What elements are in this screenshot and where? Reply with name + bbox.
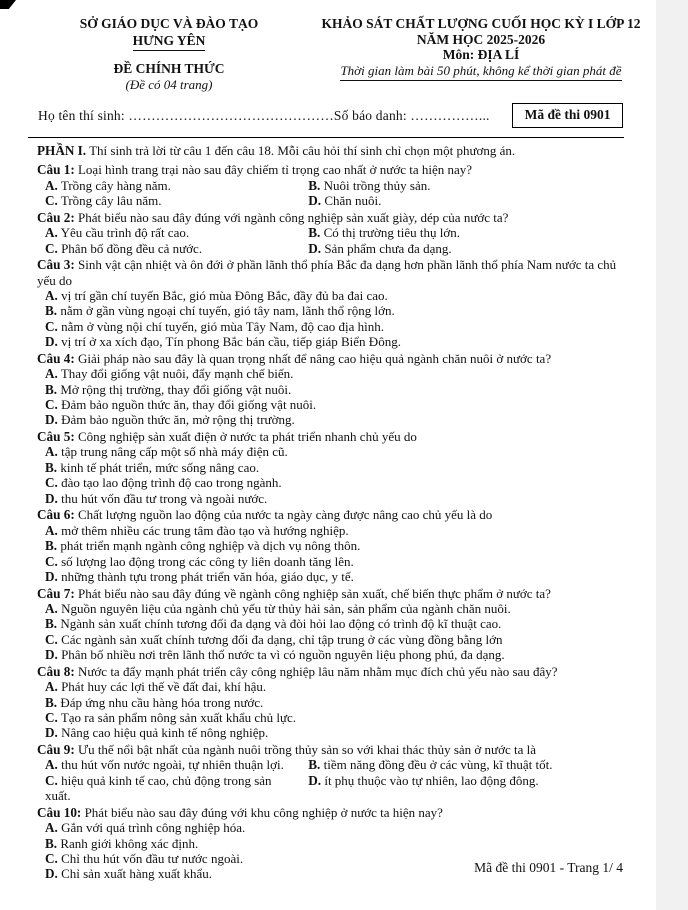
department-name: SỞ GIÁO DỤC VÀ ĐÀO TẠO [79, 16, 259, 31]
question-number: Câu 3: [37, 257, 75, 273]
option-text: tập trung nâng cấp một số nhà máy điện cũ. [57, 444, 288, 460]
option-letter: C. [45, 193, 58, 209]
answer-option [37, 288, 622, 303]
answer-option [37, 616, 622, 631]
option-text: Các ngành sản xuất chính tương đối đa dạng, chỉ tập trung ở các vùng đồng bằng lớn [57, 631, 503, 647]
option-letter: D. [45, 647, 58, 663]
answer-option [37, 554, 622, 569]
option-letter: A. [45, 444, 58, 460]
question-stem [37, 257, 622, 288]
question-text: Loại hình trang trại nào sau đây chiếm tỉ trọng cao nhất ở nước ta hiện nay? [74, 162, 473, 178]
header-right-block [312, 16, 650, 93]
answer-option [37, 225, 300, 240]
options-list [37, 288, 622, 350]
option-letter: C. [45, 850, 58, 866]
option-letter: A. [45, 522, 58, 538]
option-text: những thành tựu trong phát triển văn hóa, giáo dục, y tế. [57, 568, 354, 584]
option-text: tiềm năng đồng đều ở các vùng, kĩ thuật tốt. [320, 757, 553, 773]
option-letter: A. [45, 366, 58, 382]
answer-option [37, 820, 622, 835]
option-text: kinh tế phát triển, mức sống nâng cao. [57, 459, 260, 475]
question-number: Câu 7: [37, 585, 75, 601]
province-name: HƯNG YÊN [133, 33, 206, 51]
answer-option [37, 491, 622, 506]
option-letter: D. [45, 490, 58, 506]
question-number: Câu 4: [37, 350, 75, 366]
option-letter: D. [45, 334, 58, 350]
answer-option [300, 178, 622, 193]
option-text: Phát huy các lợi thế về đất đai, khí hậu. [57, 679, 267, 695]
option-letter: C. [45, 318, 58, 334]
option-letter: D. [308, 772, 322, 788]
question-stem [37, 429, 622, 444]
school-year: NĂM HỌC 2025-2026 [416, 32, 546, 47]
answer-option [300, 241, 622, 256]
option-letter: B. [45, 459, 58, 475]
option-letter: C. [45, 553, 58, 569]
option-text: Tạo ra sản phẩm nông sản xuất khẩu chủ lực. [57, 709, 297, 725]
answer-option [37, 647, 622, 662]
option-letter: D. [308, 193, 322, 209]
option-letter: A. [45, 600, 58, 616]
option-text: nằm ở vùng nội chí tuyến, gió mùa Tây Nam, độ cao địa hình. [57, 318, 384, 334]
answer-option [300, 773, 622, 804]
options-list [37, 444, 622, 506]
option-text: ít phụ thuộc vào tự nhiên, lao động đông. [321, 772, 539, 788]
answer-option [37, 569, 622, 584]
option-letter: C. [45, 631, 58, 647]
option-letter: A. [45, 225, 58, 241]
question-block [37, 742, 622, 804]
answer-option [37, 679, 622, 694]
answer-option [37, 397, 622, 412]
answer-option [37, 178, 300, 193]
options-list [37, 679, 622, 741]
option-letter: B. [45, 538, 58, 554]
option-text: Nâng cao hiệu quả kinh tế nông nghiệp. [57, 725, 269, 741]
subject-name: Môn: ĐỊA LÍ [442, 47, 520, 62]
options-list [37, 523, 622, 585]
part1-label: PHẦN I. [37, 143, 87, 158]
option-text: mở thêm nhiều các trung tâm đào tạo và hướng nghiệp. [57, 522, 349, 538]
option-text: Chỉ sản xuất hàng xuất khẩu. [57, 866, 212, 882]
answer-option [37, 412, 622, 427]
question-text: Phát biểu nào sau đây đúng với ngành công nghiệp sản xuất giày, dép của nước ta? [74, 209, 509, 225]
option-text: số lượng lao động trong các công ty liên doanh tăng lên. [57, 553, 354, 569]
options-list [37, 178, 622, 209]
option-letter: B. [308, 757, 321, 773]
option-text: Trồng cây lâu năm. [57, 193, 162, 209]
option-text: Phân bố nhiều nơi trên lãnh thổ nước ta vì có nguồn nguyên liệu phong phú, đa dạng. [57, 647, 505, 663]
answer-option [37, 695, 622, 710]
question-stem [37, 664, 622, 679]
option-text: vị trí gần chí tuyến Bắc, gió mùa Đông Bắc, đầy đủ ba đai cao. [57, 288, 388, 304]
option-text: Đảm bảo nguồn thức ăn, thay đổi giống vật nuôi. [57, 397, 317, 413]
question-stem [37, 507, 622, 522]
option-letter: D. [45, 866, 58, 882]
answer-option [37, 444, 622, 459]
answer-option [37, 303, 622, 318]
student-info-row [38, 103, 628, 128]
question-text: Phát biểu nào sau đây đúng với khu công nghiệp ở nước ta hiện nay? [81, 804, 443, 820]
answer-option [37, 710, 622, 725]
answer-option [37, 601, 622, 616]
answer-option [37, 334, 622, 349]
answer-option [300, 225, 622, 240]
question-text: Nước ta đẩy mạnh phát triển cây công nghiệp lâu năm nhằm mục đích chủ yếu nào sau đây? [74, 663, 558, 679]
option-letter: A. [45, 288, 58, 304]
answer-option [37, 193, 300, 208]
option-text: Thay đổi giống vật nuôi, đẩy mạnh chế biến. [57, 366, 294, 382]
answer-option [300, 193, 622, 208]
option-letter: D. [45, 412, 58, 428]
option-letter: B. [45, 835, 58, 851]
question-stem [37, 162, 622, 177]
part1-text: Thí sinh trả lời từ câu 1 đến câu 18. Mỗi câu hỏi thí sinh chỉ chọn một phương án. [86, 143, 516, 158]
option-letter: D. [308, 240, 322, 256]
question-number: Câu 10: [37, 804, 82, 820]
answer-option [37, 319, 622, 334]
answer-option [300, 757, 622, 772]
option-letter: C. [45, 709, 58, 725]
options-list [37, 757, 622, 803]
option-letter: A. [45, 820, 58, 836]
option-letter: A. [45, 679, 58, 695]
question-text: Phát biểu nào sau đây đúng về ngành công nghiệp sản xuất, chế biến thực phẩm ở nước ta? [74, 585, 551, 601]
option-text: Ranh giới không xác định. [57, 835, 199, 851]
question-block [37, 210, 622, 256]
answer-option [37, 382, 622, 397]
option-text: Phân bố đồng đều cả nước. [57, 240, 203, 256]
official-exam-label: ĐỀ CHÍNH THỨC [113, 61, 225, 76]
option-text: Đáp ứng nhu cầu hàng hóa trong nước. [57, 694, 264, 710]
option-text: Nuôi trồng thủy sản. [320, 177, 431, 193]
question-text: Công nghiệp sản xuất điện ở nước ta phát triển nhanh chủ yếu do [74, 429, 417, 445]
option-letter: B. [308, 177, 321, 193]
options-list [37, 225, 622, 256]
header-left-block [26, 16, 312, 93]
question-text: Chất lượng nguồn lao động của nước ta ngày càng được nâng cao chủ yếu là do [74, 507, 493, 523]
exam-title: KHẢO SÁT CHẤT LƯỢNG CUỐI HỌC KỲ I LỚP 12 [321, 16, 641, 31]
option-letter: B. [45, 381, 58, 397]
option-text: Đảm bảo nguồn thức ăn, mở rộng thị trường. [57, 412, 295, 428]
question-block [37, 351, 622, 428]
exam-body [0, 138, 656, 882]
answer-option [37, 632, 622, 647]
option-letter: A. [45, 177, 58, 193]
question-number: Câu 9: [37, 741, 75, 757]
answer-option [37, 475, 622, 490]
option-text: hiệu quả kinh tế cao, chủ động trong sản xuất. [45, 772, 272, 804]
page-footer: Mã đề thi 0901 - Trang 1/ 4 [474, 860, 623, 875]
answer-option [37, 460, 622, 475]
exam-header [0, 0, 656, 93]
option-letter: C. [45, 475, 58, 491]
answer-option [37, 538, 622, 553]
question-stem [37, 351, 622, 366]
exam-duration: Thời gian làm bài 50 phút, không kể thời gian phát đề [340, 62, 621, 81]
option-text: thu hút vốn nước ngoài, tự nhiên thuận lợi. [57, 757, 284, 773]
question-text: Ưu thế nổi bật nhất của ngành nuôi trồng thủy sản so với khai thác thủy sản ở nước ta là [74, 741, 536, 757]
option-text: Ngành sản xuất chính tương đối đa dạng và đòi hỏi lao động có trình độ kĩ thuật cao. [57, 616, 502, 632]
option-letter: D. [45, 725, 58, 741]
option-text: Có thị trường tiêu thụ lớn. [320, 225, 460, 241]
question-text: Giải pháp nào sau đây là quan trọng nhất để nâng cao hiệu quả ngành chăn nuôi ở nước ta? [74, 350, 552, 366]
exam-code-box: Mã đề thi 0901 [512, 103, 624, 128]
option-text: đào tạo lao động trình độ cao trong ngành. [57, 475, 282, 491]
option-text: Yêu cầu trình độ rất cao. [57, 225, 190, 241]
question-block [37, 429, 622, 506]
answer-option [37, 523, 622, 538]
option-letter: B. [45, 616, 58, 632]
question-stem [37, 210, 622, 225]
answer-option [37, 366, 622, 381]
option-letter: A. [45, 757, 58, 773]
answer-option [37, 773, 300, 804]
question-number: Câu 8: [37, 663, 75, 679]
option-letter: D. [45, 568, 58, 584]
part1-instruction [37, 143, 622, 158]
option-letter: B. [45, 694, 58, 710]
option-text: Nguồn nguyên liệu của ngành chủ yếu từ thủy hải sản, sản phẩm của ngành chăn nuôi. [57, 600, 511, 616]
question-block [37, 162, 622, 208]
question-stem [37, 742, 622, 757]
question-block [37, 507, 622, 584]
question-text: Sinh vật cận nhiệt và ôn đới ở phần lãnh thổ phía Bắc đa dạng hơn phần lãnh thổ phía Nam nước ta chủ yếu do [37, 257, 617, 288]
question-block [37, 664, 622, 741]
option-text: nằm ở gần vùng ngoại chí tuyến, gió tây nam, lãnh thổ rộng lớn. [57, 303, 395, 319]
option-text: thu hút vốn đầu tư trong và ngoài nước. [57, 490, 268, 506]
pages-note: (Đề có 04 trang) [125, 77, 213, 92]
option-text: Trồng cây hàng năm. [57, 177, 171, 193]
option-text: phát triển mạnh ngành công nghiệp và dịch vụ nông thôn. [57, 538, 361, 554]
question-stem [37, 805, 622, 820]
option-text: vị trí ở xa xích đạo, Tín phong Bắc bán cầu, tiếp giáp Biển Đông. [57, 334, 401, 350]
option-text: Chăn nuôi. [321, 193, 382, 209]
question-stem [37, 586, 622, 601]
answer-option [37, 757, 300, 772]
option-text: Sản phẩm chưa đa dạng. [321, 240, 452, 256]
question-block [37, 586, 622, 663]
question-number: Câu 2: [37, 209, 75, 225]
option-text: Chỉ thu hút vốn đầu tư nước ngoài. [57, 850, 244, 866]
option-letter: B. [45, 303, 58, 319]
questions [37, 162, 622, 881]
option-letter: C. [45, 397, 58, 413]
answer-option [37, 725, 622, 740]
option-letter: C. [45, 240, 58, 256]
options-list [37, 366, 622, 428]
student-name-and-id-line: Họ tên thí sinh: ………………………………………Số báo danh: ……………... [38, 107, 490, 123]
option-text: Mở rộng thị trường, thay đổi giống vật nuôi. [57, 381, 292, 397]
option-text: Gắn với quá trình công nghiệp hóa. [57, 820, 246, 836]
question-number: Câu 1: [37, 162, 75, 178]
question-number: Câu 6: [37, 507, 75, 523]
answer-option [37, 836, 622, 851]
question-block [37, 257, 622, 349]
answer-option [37, 241, 300, 256]
question-number: Câu 5: [37, 429, 75, 445]
option-letter: C. [45, 772, 58, 788]
options-list [37, 601, 622, 663]
option-letter: B. [308, 225, 321, 241]
